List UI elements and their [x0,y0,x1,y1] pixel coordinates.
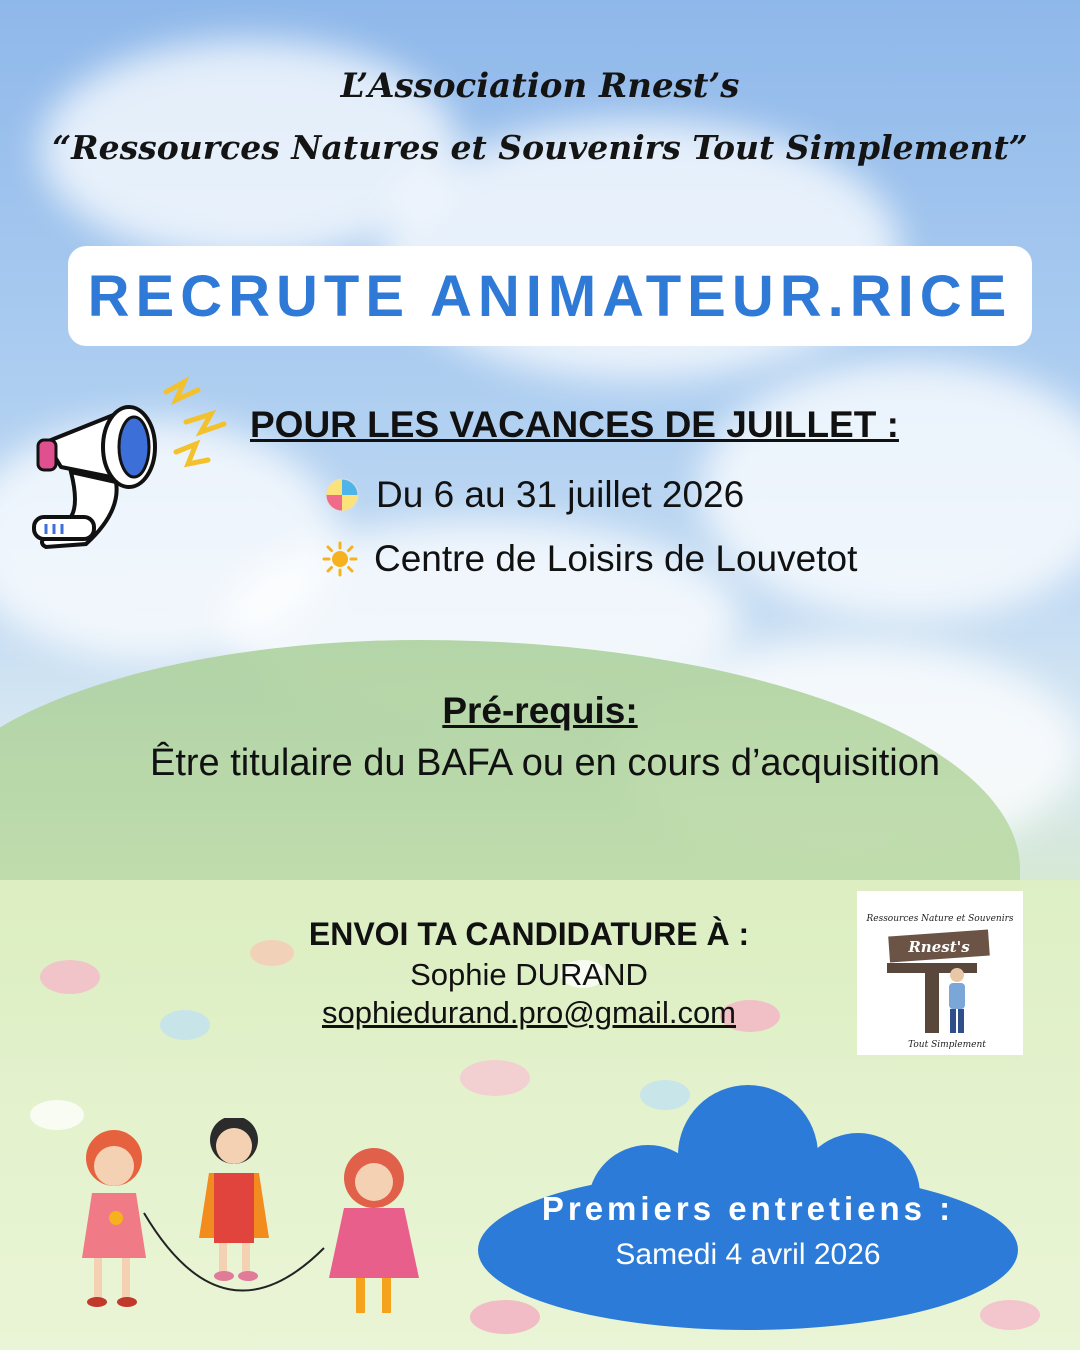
prerequis-text: Être titulaire du BAFA ou en cours d’acquisition [149,742,940,784]
contact-email-link[interactable]: sophiedurand.pro@gmail.com [321,995,737,1030]
entretiens-title: Premiers entretiens : [541,1190,955,1227]
association-name: L’Association Rnest’s [340,66,740,106]
logo-bottom-text: Tout Simplement [908,1040,986,1050]
association-full-name: “Ressources Natures et Souvenirs Tout Simplement” [52,128,1028,167]
prerequis-title: Pré-requis: [442,690,638,731]
logo-sign-text: Rnest's [908,938,970,956]
recruit-banner [68,246,1032,346]
beach-ball-icon [324,477,360,513]
logo-top-text: Ressources Nature et Souvenirs [866,914,1014,924]
megaphone-icon [26,372,236,562]
rnests-logo [857,891,1023,1055]
contact-heading: ENVOI TA CANDIDATURE À : [308,916,750,952]
children-jump-rope-illustration [64,1118,454,1328]
vacances-dates [324,474,744,516]
sun-icon [322,541,358,577]
vacances-lieu [322,538,857,580]
dates-text: Du 6 au 31 juillet 2026 [376,474,745,515]
vacances-title: POUR LES VACANCES DE JUILLET : [250,404,899,445]
lieu-text: Centre de Loisirs de Louvetot [374,538,858,579]
contact-name: Sophie DURAND [410,957,648,992]
recruit-title: RECRUTE ANIMATEUR.RICE [87,263,1013,329]
entretiens-date: Samedi 4 avril 2026 [615,1238,881,1271]
contact-block [264,916,794,1031]
